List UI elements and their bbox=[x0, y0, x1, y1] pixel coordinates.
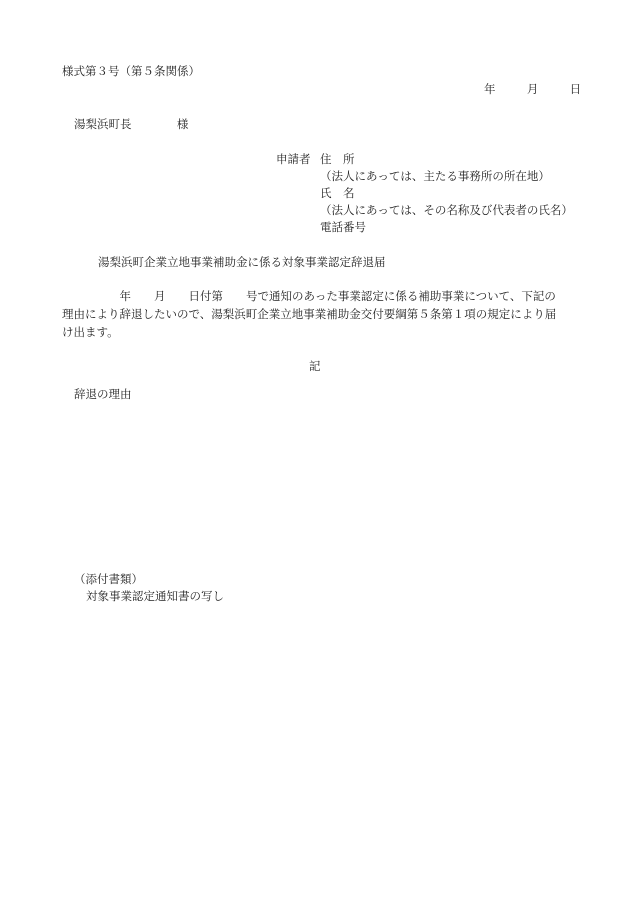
ki-heading: 記 bbox=[309, 359, 321, 373]
applicant-address-label: 住 所 bbox=[320, 152, 355, 166]
date-day-label: 日 bbox=[569, 82, 582, 96]
body-line-2: 理由により辞退したいので、湯梨浜町企業立地事業補助金交付要綱第５条第１項の規定により届 bbox=[62, 307, 557, 321]
addressee-name: 湯梨浜町長 bbox=[74, 117, 132, 131]
attachments-heading: （添付書類） bbox=[74, 572, 143, 586]
applicant-name-note: （法人にあっては、その名称及び代表者の氏名） bbox=[320, 203, 573, 217]
attachments-item: 対象事業認定通知書の写し bbox=[86, 589, 224, 603]
date-year-label: 年 bbox=[484, 82, 496, 96]
body-line-1: 年 月 日付第 号で通知のあった事業認定に係る補助事業について、下記の bbox=[62, 289, 556, 303]
applicant-phone-label: 電話番号 bbox=[320, 220, 366, 234]
date-month-label: 月 bbox=[526, 82, 539, 96]
applicant-name-label: 氏 名 bbox=[320, 186, 355, 200]
body-line-3: け出ます。 bbox=[62, 325, 119, 339]
applicant-label: 申請者 bbox=[276, 152, 311, 166]
addressee-honorific: 様 bbox=[176, 117, 189, 131]
form-number: 様式第３号（第５条関係） bbox=[62, 64, 200, 78]
document-title: 湯梨浜町企業立地事業補助金に係る対象事業認定辞退届 bbox=[98, 255, 386, 269]
reason-label: 辞退の理由 bbox=[74, 387, 132, 401]
applicant-address-note: （法人にあっては、主たる事務所の所在地） bbox=[320, 169, 550, 183]
addressee bbox=[74, 119, 188, 131]
date-line bbox=[484, 84, 581, 96]
